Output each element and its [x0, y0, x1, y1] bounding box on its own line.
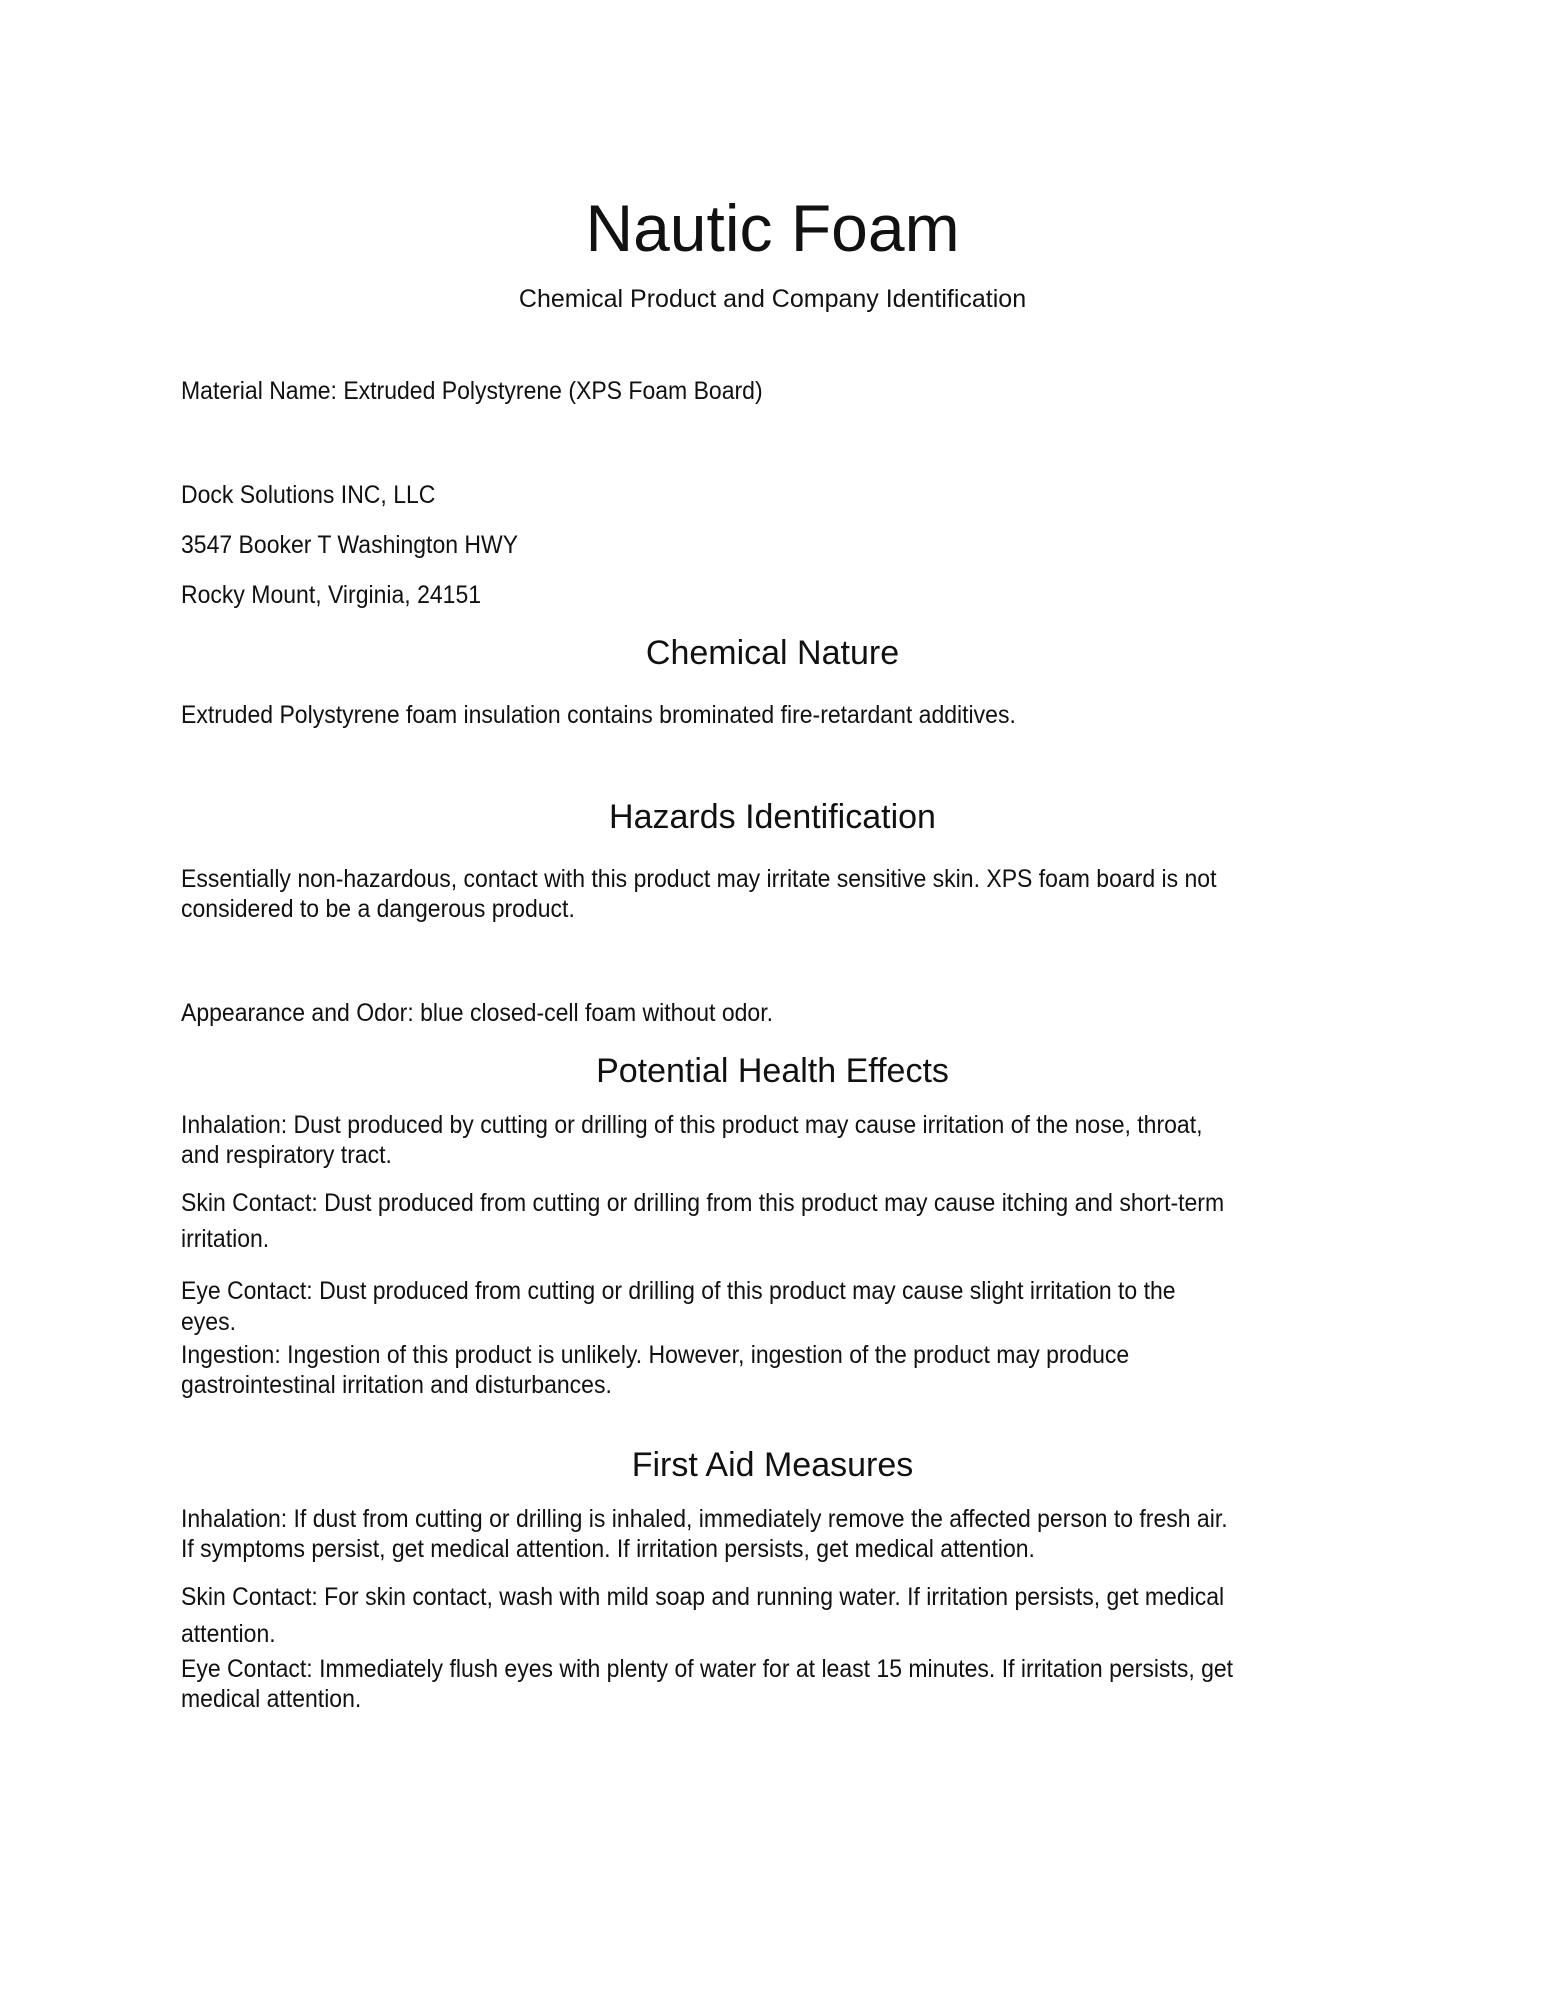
section-heading-hazards: Hazards Identification: [609, 798, 936, 836]
section-heading-chemical-nature: Chemical Nature: [645, 634, 900, 672]
company-address-line2: Rocky Mount, Virginia, 24151: [181, 581, 482, 609]
document-subtitle: Chemical Product and Company Identification: [518, 285, 1027, 313]
company-name: Dock Solutions INC, LLC: [181, 481, 436, 509]
firstaid-skin-line1: Skin Contact: For skin contact, wash with mild soap and running water. If irritation persists, get medical: [181, 1583, 1225, 1611]
chemical-nature-text: Extruded Polystyrene foam insulation contains brominated fire-retardant additives.: [181, 701, 1016, 729]
health-eye-line2: eyes.: [181, 1308, 236, 1336]
health-skin-line2: irritation.: [181, 1225, 270, 1253]
document-title: Nautic Foam: [585, 191, 960, 265]
health-eye-line1: Eye Contact: Dust produced from cutting or drilling of this product may cause slight irritation to the: [181, 1277, 1176, 1305]
health-inhalation-line2: and respiratory tract.: [181, 1141, 392, 1169]
hazards-text-line2: considered to be a dangerous product.: [181, 895, 575, 923]
firstaid-eye-line1: Eye Contact: Immediately flush eyes with plenty of water for at least 15 minutes. If irritation persists, get: [181, 1655, 1234, 1683]
health-skin-line1: Skin Contact: Dust produced from cutting or drilling from this product may cause itching and short-term: [181, 1189, 1225, 1217]
health-ingestion-line1: Ingestion: Ingestion of this product is unlikely. However, ingestion of the product may produce: [181, 1341, 1130, 1369]
firstaid-inhalation-line2: If symptoms persist, get medical attention. If irritation persists, get medical attention.: [181, 1535, 1035, 1563]
section-heading-health-effects: Potential Health Effects: [596, 1052, 949, 1090]
firstaid-inhalation-line1: Inhalation: If dust from cutting or drilling is inhaled, immediately remove the affected person to fresh air.: [181, 1505, 1228, 1533]
health-inhalation-line1: Inhalation: Dust produced by cutting or drilling of this product may cause irritation of the nose, throat,: [181, 1111, 1203, 1139]
firstaid-skin-line2: attention.: [181, 1620, 276, 1648]
health-ingestion-line2: gastrointestinal irritation and disturbances.: [181, 1371, 612, 1399]
firstaid-eye-line2: medical attention.: [181, 1685, 362, 1713]
hazards-text-line1: Essentially non-hazardous, contact with this product may irritate sensitive skin. XPS foam board is not: [181, 865, 1217, 893]
section-heading-first-aid: First Aid Measures: [631, 1446, 914, 1484]
material-name: Material Name: Extruded Polystyrene (XPS Foam Board): [181, 377, 763, 405]
company-address-line1: 3547 Booker T Washington HWY: [181, 531, 519, 559]
appearance-odor-text: Appearance and Odor: blue closed-cell foam without odor.: [181, 999, 773, 1027]
